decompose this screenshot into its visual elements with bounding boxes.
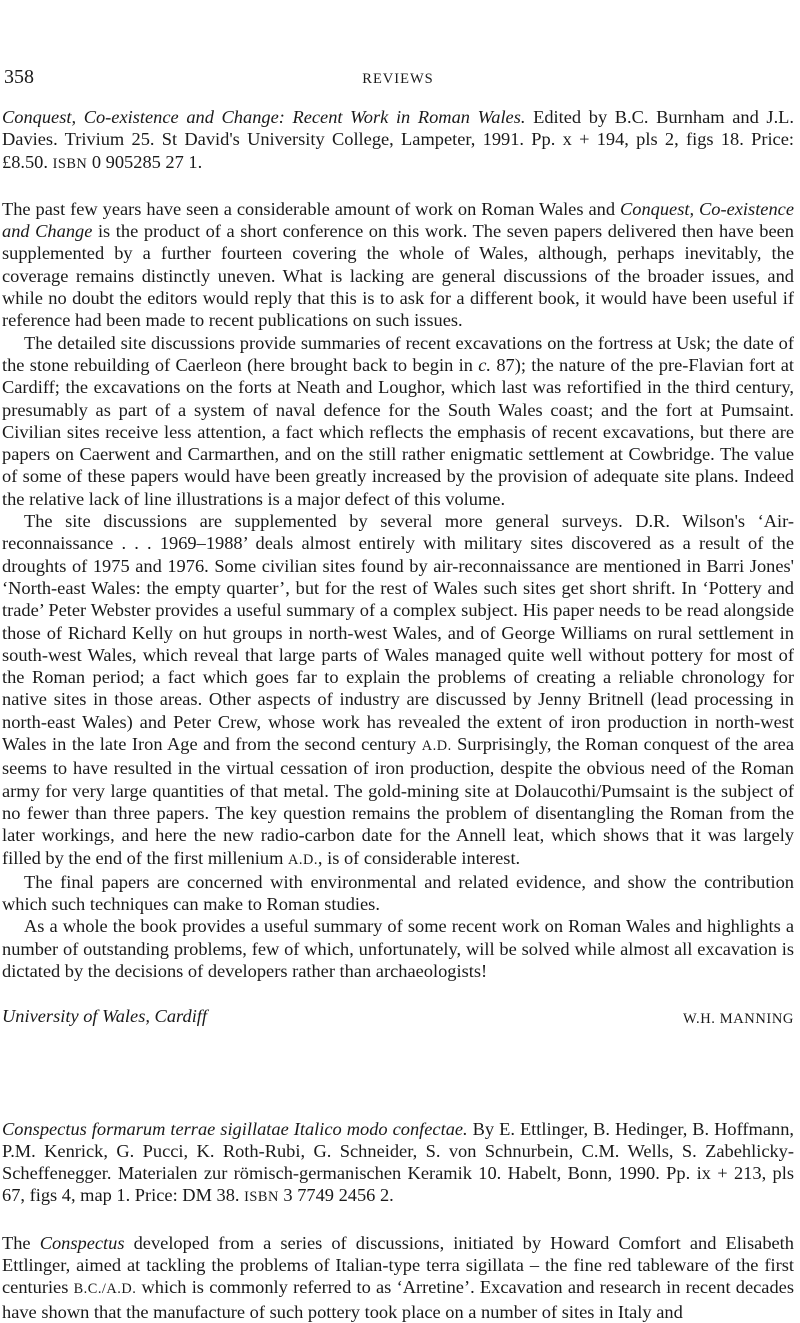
review2-book-details: By E. Ettlinger, B. Hedinger, B. Hoffmann, P.M. Kenrick, G. Pucci, K. Roth-Rubi, G. Schneider, S. von Schnurbein, C.M. Wells, S. Zabehlicky-Scheffenegger. Materialen zur römisch-germanischen Keramik 10. Habelt, Bonn, 1990. Pp. ix + 213, pls 67, figs 4, map 1. Price: DM 38. <box>2 1118 794 1206</box>
review1-paragraph-1 <box>2 198 794 332</box>
review1-isbn-number: 0 905285 27 1. <box>87 151 203 172</box>
page-number: 358 <box>4 66 34 88</box>
text-run: which is commonly referred to as ‘Arretine’. Excavation and research in recent decades have shown that the manufacture of such pottery took place on a number of sites in Italy and <box>2 1277 794 1322</box>
book-title-inline: Conspectus <box>39 1232 125 1253</box>
review1-paragraph-2 <box>2 332 794 510</box>
review2-isbn-label: ISBN <box>244 1189 279 1206</box>
review1-isbn-label: ISBN <box>52 155 88 172</box>
text-run: 87); the nature of the pre-Flavian fort at Cardiff; the excavations on the forts at Neath and Loughor, which last was refortified in the third century, presumably as part of a system of naval defence for the South Wales coast; and the fort at Pumsaint. Civilian sites receive less attention, a fact which reflects the emphasis of recent excavations, but there are papers on Caerwent and Carmarthen, and on the still rather enigmatic settlement at Cowbridge. The value of some of these papers would have been greatly increased by the provision of adequate site plans. Indeed the relative lack of line illustrations is a major defect of this volume. <box>2 354 794 509</box>
review1-citation <box>2 106 794 175</box>
running-head: REVIEWS <box>362 71 434 87</box>
era-abbrev: A.D. <box>421 738 452 755</box>
era-abbrev: A.D. <box>288 851 318 868</box>
review1-book-title: Conquest, Co-existence and Change: Recent Work in Roman Wales. <box>2 107 526 127</box>
text-run: developed from a series of discussions, initiated by Howard Comfort and Elisabeth Ettlinger, aimed at tackling the problems of Italian-type terra sigillata – the fine red tableware of the first centuries <box>2 1232 794 1298</box>
reviewer-name: W.H. MANNING <box>683 1011 794 1028</box>
review1-book-details: Edited by B.C. Burnham and J.L. Davies. Trivium 25. St David's University College, Lampeter, 1991. Pp. x + 194, pls 2, figs 18. Price: £8.50. <box>2 107 794 172</box>
review1-paragraph-5: As a whole the book provides a useful summary of some recent work on Roman Wales and highlights a number of outstanding problems, few of which, unfortunately, will be solved while almost all excavation is dictated by the decisions of developers rather than archaeologists! <box>2 916 794 981</box>
review2-body <box>2 1232 794 1323</box>
review1-signoff <box>2 1005 794 1030</box>
text-run: , is of considerable interest. <box>317 847 521 868</box>
review2-isbn-number: 3 7749 2456 2. <box>278 1185 394 1206</box>
book-title-inline: Conquest, Co-existence and Change <box>2 198 794 242</box>
review2-book-title: Conspectus formarum terrae sigillatae Italico modo confectae. <box>2 1118 468 1139</box>
review1-body <box>2 198 794 982</box>
text-run: is the product of a short conference on this work. The seven papers delivered then have been supplemented by a further fourteen covering the whole of Wales, although, perhaps inevitably, the coverage remains distinctly uneven. What is lacking are general discussions of the broader issues, and while no doubt the editors would reply that this is to ask for a different book, it would have been useful if reference had been made to recent publications on such issues. <box>2 221 794 331</box>
text-run: Surprisingly, the Roman conquest of the area seems to have resulted in the virtual cessation of iron production, despite the obvious need of the Roman army for very large quantities of that metal. The gold-mining site at Dolaucothi/Pumsaint is the subject of no fewer than three papers. The key question remains the problem of disentangling the Roman from the later workings, and here the new radio-carbon date for the Annell leat, which shows that it was largely filled by the end of the first millenium <box>2 734 794 868</box>
review2-paragraph-1 <box>2 1232 794 1323</box>
text-run: The <box>2 1232 40 1253</box>
text-run: The site discussions are supplemented by several more general surveys. D.R. Wilson's ‘Air-reconnaissance . . . 1969–1988’ deals almost entirely with military sites discovered as a result of the droughts of 1975 and 1976. Some civilian sites found by air-reconnaissance are mentioned in Barri Jones' ‘North-east Wales: the empty quarter’, but for the rest of Wales such sites get short shrift. In ‘Pottery and trade’ Peter Webster provides a useful summary of a complex subject. His paper needs to be read alongside those of Richard Kelly on hut groups in north-west Wales, and of George Williams on rural settlement in south-west Wales, which reveal that large parts of Wales managed quite well without pottery for most of the Roman period; a fact which goes far to explain the problems of creating a reliable chronology for native sites in those areas. Other aspects of industry are discussed by Jenny Britnell (lead processing in north-east Wales) and Peter Crew, whose work has revealed the extent of iron production in north-west Wales in the late Iron Age and from the second century <box>2 511 794 755</box>
review1-paragraph-3 <box>2 510 794 871</box>
text-run: The past few years have seen a considerable amount of work on Roman Wales and <box>2 198 620 219</box>
review2-citation <box>2 1118 794 1209</box>
reviewer-affiliation: University of Wales, Cardiff <box>2 1006 208 1027</box>
era-abbrev: B.C./A.D. <box>73 1281 137 1298</box>
circa-abbrev: c. <box>478 354 492 375</box>
text-run: The detailed site discussions provide summaries of recent excavations on the fortress at Usk; the date of the stone rebuilding of Caerleon (here brought back to begin in <box>2 332 794 375</box>
page-header <box>2 62 794 90</box>
review1-paragraph-4: The final papers are concerned with environmental and related evidence, and show the contribution which such techniques can make to Roman studies. <box>2 871 794 915</box>
